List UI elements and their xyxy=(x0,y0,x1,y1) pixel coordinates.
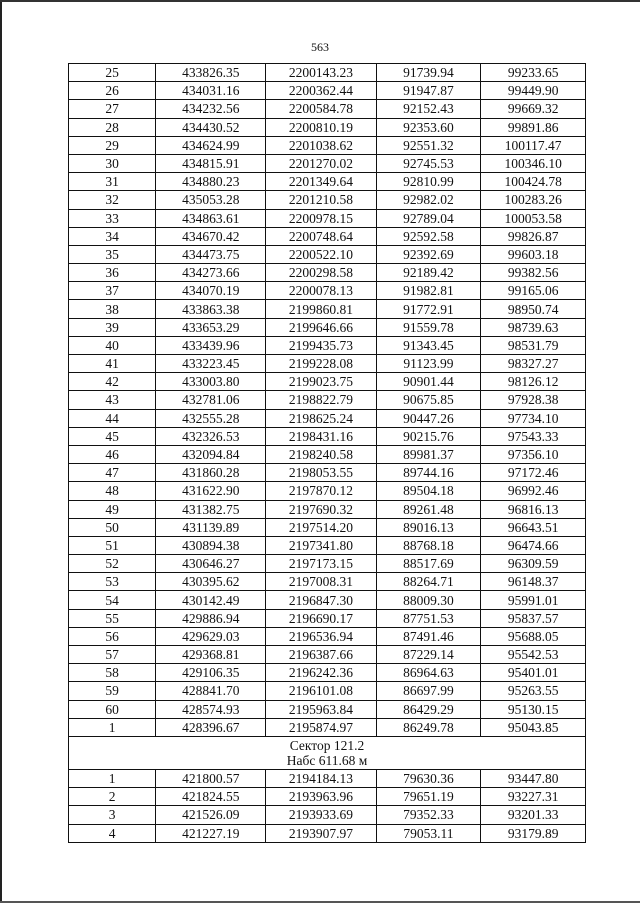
table-cell: 92353.60 xyxy=(376,118,481,136)
table-cell: 98327.27 xyxy=(481,355,586,373)
table-cell: 95043.85 xyxy=(481,718,586,736)
table-cell: 90215.76 xyxy=(376,427,481,445)
page-number: 563 xyxy=(311,40,329,54)
coordinates-table xyxy=(68,63,586,843)
table-row xyxy=(69,336,586,354)
table-cell: 98950.74 xyxy=(481,300,586,318)
table-cell: 2201270.02 xyxy=(266,154,376,172)
table-row xyxy=(69,464,586,482)
table-cell: 27 xyxy=(69,100,156,118)
table-cell: 88517.69 xyxy=(376,555,481,573)
table-cell: 421824.55 xyxy=(156,788,266,806)
table-cell: 428841.70 xyxy=(156,682,266,700)
table-cell: 100283.26 xyxy=(481,191,586,209)
table-cell: 2193907.97 xyxy=(266,824,376,842)
table-cell: 99165.06 xyxy=(481,282,586,300)
sector-row xyxy=(69,736,586,769)
table-row xyxy=(69,136,586,154)
table-row xyxy=(69,409,586,427)
table-cell: 432555.28 xyxy=(156,409,266,427)
table-cell: 38 xyxy=(69,300,156,318)
table-cell: 91947.87 xyxy=(376,82,481,100)
table-cell: 39 xyxy=(69,318,156,336)
table-cell: 95688.05 xyxy=(481,627,586,645)
table-cell: 97928.38 xyxy=(481,391,586,409)
table-cell: 432094.84 xyxy=(156,445,266,463)
table-cell: 50 xyxy=(69,518,156,536)
table-cell: 429629.03 xyxy=(156,627,266,645)
table-row xyxy=(69,769,586,787)
table-cell: 91739.94 xyxy=(376,64,481,82)
table-cell: 28 xyxy=(69,118,156,136)
table-cell: 60 xyxy=(69,700,156,718)
table-cell: 99603.18 xyxy=(481,245,586,263)
table-cell: 32 xyxy=(69,191,156,209)
table-row xyxy=(69,64,586,82)
table-row xyxy=(69,209,586,227)
table-cell: 90447.26 xyxy=(376,409,481,427)
table-cell: 2198431.16 xyxy=(266,427,376,445)
table-cell: 36 xyxy=(69,264,156,282)
table-cell: 2196101.08 xyxy=(266,682,376,700)
scan-border-left xyxy=(0,0,2,903)
table-cell: 434880.23 xyxy=(156,173,266,191)
table-cell: 49 xyxy=(69,500,156,518)
table-row xyxy=(69,191,586,209)
table-body-part-2 xyxy=(69,769,586,842)
table-cell: 59 xyxy=(69,682,156,700)
table-cell: 2199435.73 xyxy=(266,336,376,354)
table-cell: 96474.66 xyxy=(481,536,586,554)
table-cell: 92745.53 xyxy=(376,154,481,172)
table-cell: 31 xyxy=(69,173,156,191)
table-cell: 429368.81 xyxy=(156,646,266,664)
table-cell: 2195963.84 xyxy=(266,700,376,718)
table-cell: 434624.99 xyxy=(156,136,266,154)
table-cell: 93201.33 xyxy=(481,806,586,824)
table-row xyxy=(69,282,586,300)
table-row xyxy=(69,82,586,100)
table-cell: 87229.14 xyxy=(376,646,481,664)
table-cell: 429886.94 xyxy=(156,609,266,627)
table-row xyxy=(69,355,586,373)
table-cell: 89504.18 xyxy=(376,482,481,500)
table-row xyxy=(69,591,586,609)
sector-cell xyxy=(69,736,586,769)
table-cell: 79651.19 xyxy=(376,788,481,806)
table-cell: 2196690.17 xyxy=(266,609,376,627)
table-cell: 2194184.13 xyxy=(266,769,376,787)
table-row xyxy=(69,445,586,463)
table-cell: 91772.91 xyxy=(376,300,481,318)
table-cell: 432326.53 xyxy=(156,427,266,445)
table-cell: 4 xyxy=(69,824,156,842)
table-cell: 86697.99 xyxy=(376,682,481,700)
table-cell: 95130.15 xyxy=(481,700,586,718)
table-cell: 2200810.19 xyxy=(266,118,376,136)
table-cell: 433863.38 xyxy=(156,300,266,318)
table-row xyxy=(69,824,586,842)
table-cell: 92392.69 xyxy=(376,245,481,263)
table-cell: 92592.58 xyxy=(376,227,481,245)
table-cell: 86964.63 xyxy=(376,664,481,682)
table-cell: 430646.27 xyxy=(156,555,266,573)
table-cell: 53 xyxy=(69,573,156,591)
table-cell: 430142.49 xyxy=(156,591,266,609)
table-row xyxy=(69,700,586,718)
table-cell: 48 xyxy=(69,482,156,500)
table-row xyxy=(69,173,586,191)
table-row xyxy=(69,264,586,282)
table-cell: 2200748.64 xyxy=(266,227,376,245)
table-cell: 434031.16 xyxy=(156,82,266,100)
table-cell: 433826.35 xyxy=(156,64,266,82)
table-cell: 30 xyxy=(69,154,156,172)
table-row xyxy=(69,373,586,391)
table-cell: 96309.59 xyxy=(481,555,586,573)
table-cell: 92189.42 xyxy=(376,264,481,282)
table-row xyxy=(69,427,586,445)
table-cell: 434070.19 xyxy=(156,282,266,300)
table-cell: 25 xyxy=(69,64,156,82)
table-cell: 93447.80 xyxy=(481,769,586,787)
table-row xyxy=(69,154,586,172)
table-row xyxy=(69,391,586,409)
table-row xyxy=(69,788,586,806)
table-cell: 86249.78 xyxy=(376,718,481,736)
table-cell: 34 xyxy=(69,227,156,245)
table-cell: 54 xyxy=(69,591,156,609)
table-cell: 79630.36 xyxy=(376,769,481,787)
table-cell: 88768.18 xyxy=(376,536,481,554)
table-cell: 91343.45 xyxy=(376,336,481,354)
table-cell: 434430.52 xyxy=(156,118,266,136)
table-row xyxy=(69,646,586,664)
table-cell: 2199228.08 xyxy=(266,355,376,373)
table-cell: 2196242.36 xyxy=(266,664,376,682)
table-cell: 1 xyxy=(69,718,156,736)
table-row xyxy=(69,627,586,645)
table-cell: 429106.35 xyxy=(156,664,266,682)
table-cell: 96816.13 xyxy=(481,500,586,518)
table-row xyxy=(69,609,586,627)
table-cell: 2193963.96 xyxy=(266,788,376,806)
table-cell: 92551.32 xyxy=(376,136,481,154)
table-cell: 100424.78 xyxy=(481,173,586,191)
table-cell: 44 xyxy=(69,409,156,427)
table-cell: 2197173.15 xyxy=(266,555,376,573)
table-row xyxy=(69,100,586,118)
table-cell: 431622.90 xyxy=(156,482,266,500)
table-cell: 434232.56 xyxy=(156,100,266,118)
table-cell: 96643.51 xyxy=(481,518,586,536)
table-cell: 433653.29 xyxy=(156,318,266,336)
table-cell: 2198625.24 xyxy=(266,409,376,427)
table-cell: 2197870.12 xyxy=(266,482,376,500)
table-cell: 434273.66 xyxy=(156,264,266,282)
table-cell: 2198240.58 xyxy=(266,445,376,463)
table-cell: 434670.42 xyxy=(156,227,266,245)
table-cell: 2200522.10 xyxy=(266,245,376,263)
table-cell: 97543.33 xyxy=(481,427,586,445)
table-cell: 91982.81 xyxy=(376,282,481,300)
table-row xyxy=(69,555,586,573)
table-cell: 88009.30 xyxy=(376,591,481,609)
table-cell: 97356.10 xyxy=(481,445,586,463)
table-cell: 99826.87 xyxy=(481,227,586,245)
table-cell: 43 xyxy=(69,391,156,409)
table-cell: 2201210.58 xyxy=(266,191,376,209)
table-cell: 433439.96 xyxy=(156,336,266,354)
table-cell: 434473.75 xyxy=(156,245,266,263)
table-cell: 2197690.32 xyxy=(266,500,376,518)
table-row xyxy=(69,806,586,824)
table-cell: 92810.99 xyxy=(376,173,481,191)
table-cell: 98126.12 xyxy=(481,373,586,391)
table-cell: 89261.48 xyxy=(376,500,481,518)
table-cell: 95542.53 xyxy=(481,646,586,664)
table-cell: 1 xyxy=(69,769,156,787)
table-cell: 100053.58 xyxy=(481,209,586,227)
table-cell: 2195874.97 xyxy=(266,718,376,736)
table-cell: 432781.06 xyxy=(156,391,266,409)
sector-title: Сектор 121.2 xyxy=(289,737,365,753)
table-cell: 97734.10 xyxy=(481,409,586,427)
table-cell: 93179.89 xyxy=(481,824,586,842)
sector-height: Набс 611.68 м xyxy=(286,752,368,768)
table-cell: 79053.11 xyxy=(376,824,481,842)
table-cell: 431860.28 xyxy=(156,464,266,482)
table-cell: 2199646.66 xyxy=(266,318,376,336)
table-row xyxy=(69,318,586,336)
table-cell: 2200584.78 xyxy=(266,100,376,118)
table-cell: 55 xyxy=(69,609,156,627)
table-cell: 89981.37 xyxy=(376,445,481,463)
table-cell: 99669.32 xyxy=(481,100,586,118)
table-cell: 2 xyxy=(69,788,156,806)
table-cell: 99233.65 xyxy=(481,64,586,82)
table-cell: 2198053.55 xyxy=(266,464,376,482)
table-cell: 40 xyxy=(69,336,156,354)
table-cell: 95837.57 xyxy=(481,609,586,627)
table-cell: 88264.71 xyxy=(376,573,481,591)
table-cell: 86429.29 xyxy=(376,700,481,718)
table-cell: 2193933.69 xyxy=(266,806,376,824)
table-row xyxy=(69,245,586,263)
sector-header xyxy=(69,736,586,769)
table-cell: 95263.55 xyxy=(481,682,586,700)
table-cell: 56 xyxy=(69,627,156,645)
table-cell: 91123.99 xyxy=(376,355,481,373)
table-cell: 91559.78 xyxy=(376,318,481,336)
table-cell: 433003.80 xyxy=(156,373,266,391)
table-row xyxy=(69,482,586,500)
table-row xyxy=(69,664,586,682)
table-cell: 421227.19 xyxy=(156,824,266,842)
table-cell: 100346.10 xyxy=(481,154,586,172)
table-cell: 2200978.15 xyxy=(266,209,376,227)
table-row xyxy=(69,227,586,245)
table-cell: 90901.44 xyxy=(376,373,481,391)
table-cell: 428574.93 xyxy=(156,700,266,718)
table-cell: 430894.38 xyxy=(156,536,266,554)
table-cell: 435053.28 xyxy=(156,191,266,209)
table-cell: 92152.43 xyxy=(376,100,481,118)
table-cell: 2196536.94 xyxy=(266,627,376,645)
table-cell: 58 xyxy=(69,664,156,682)
table-cell: 87491.46 xyxy=(376,627,481,645)
scan-border-top xyxy=(0,0,640,2)
table-row xyxy=(69,573,586,591)
table-cell: 29 xyxy=(69,136,156,154)
table-cell: 96992.46 xyxy=(481,482,586,500)
table-cell: 87751.53 xyxy=(376,609,481,627)
table-cell: 3 xyxy=(69,806,156,824)
table-row xyxy=(69,500,586,518)
table-cell: 95401.01 xyxy=(481,664,586,682)
table-cell: 2199860.81 xyxy=(266,300,376,318)
table-row xyxy=(69,536,586,554)
table-cell: 99449.90 xyxy=(481,82,586,100)
table-cell: 100117.47 xyxy=(481,136,586,154)
table-row xyxy=(69,682,586,700)
table-cell: 421800.57 xyxy=(156,769,266,787)
table-cell: 35 xyxy=(69,245,156,263)
table-cell: 431382.75 xyxy=(156,500,266,518)
table-cell: 89016.13 xyxy=(376,518,481,536)
table-cell: 433223.45 xyxy=(156,355,266,373)
table-cell: 2201349.64 xyxy=(266,173,376,191)
table-cell: 42 xyxy=(69,373,156,391)
table-cell: 2200078.13 xyxy=(266,282,376,300)
table-cell: 95991.01 xyxy=(481,591,586,609)
table-cell: 2197341.80 xyxy=(266,536,376,554)
table-cell: 99891.86 xyxy=(481,118,586,136)
table-cell: 2199023.75 xyxy=(266,373,376,391)
table-cell: 2200143.23 xyxy=(266,64,376,82)
table-body-part-1 xyxy=(69,64,586,737)
table-cell: 47 xyxy=(69,464,156,482)
table-cell: 33 xyxy=(69,209,156,227)
table-cell: 2197008.31 xyxy=(266,573,376,591)
table-cell: 57 xyxy=(69,646,156,664)
table-cell: 41 xyxy=(69,355,156,373)
table-cell: 2201038.62 xyxy=(266,136,376,154)
table-cell: 2200298.58 xyxy=(266,264,376,282)
table-cell: 51 xyxy=(69,536,156,554)
table-cell: 98739.63 xyxy=(481,318,586,336)
table-cell: 92982.02 xyxy=(376,191,481,209)
table-cell: 46 xyxy=(69,445,156,463)
table-cell: 90675.85 xyxy=(376,391,481,409)
table-cell: 2196847.30 xyxy=(266,591,376,609)
table-cell: 92789.04 xyxy=(376,209,481,227)
table-cell: 99382.56 xyxy=(481,264,586,282)
table-cell: 93227.31 xyxy=(481,788,586,806)
table-cell: 97172.46 xyxy=(481,464,586,482)
table-cell: 421526.09 xyxy=(156,806,266,824)
table-cell: 434815.91 xyxy=(156,154,266,172)
table-cell: 2196387.66 xyxy=(266,646,376,664)
table-cell: 96148.37 xyxy=(481,573,586,591)
table-cell: 428396.67 xyxy=(156,718,266,736)
table-cell: 2200362.44 xyxy=(266,82,376,100)
table-row xyxy=(69,118,586,136)
table-cell: 2198822.79 xyxy=(266,391,376,409)
table-cell: 45 xyxy=(69,427,156,445)
table-row xyxy=(69,718,586,736)
table-cell: 37 xyxy=(69,282,156,300)
table-cell: 52 xyxy=(69,555,156,573)
table-cell: 2197514.20 xyxy=(266,518,376,536)
table-cell: 26 xyxy=(69,82,156,100)
table-cell: 431139.89 xyxy=(156,518,266,536)
table-cell: 430395.62 xyxy=(156,573,266,591)
table-cell: 79352.33 xyxy=(376,806,481,824)
table-cell: 434863.61 xyxy=(156,209,266,227)
table-row xyxy=(69,518,586,536)
table-cell: 98531.79 xyxy=(481,336,586,354)
table-row xyxy=(69,300,586,318)
table-cell: 89744.16 xyxy=(376,464,481,482)
